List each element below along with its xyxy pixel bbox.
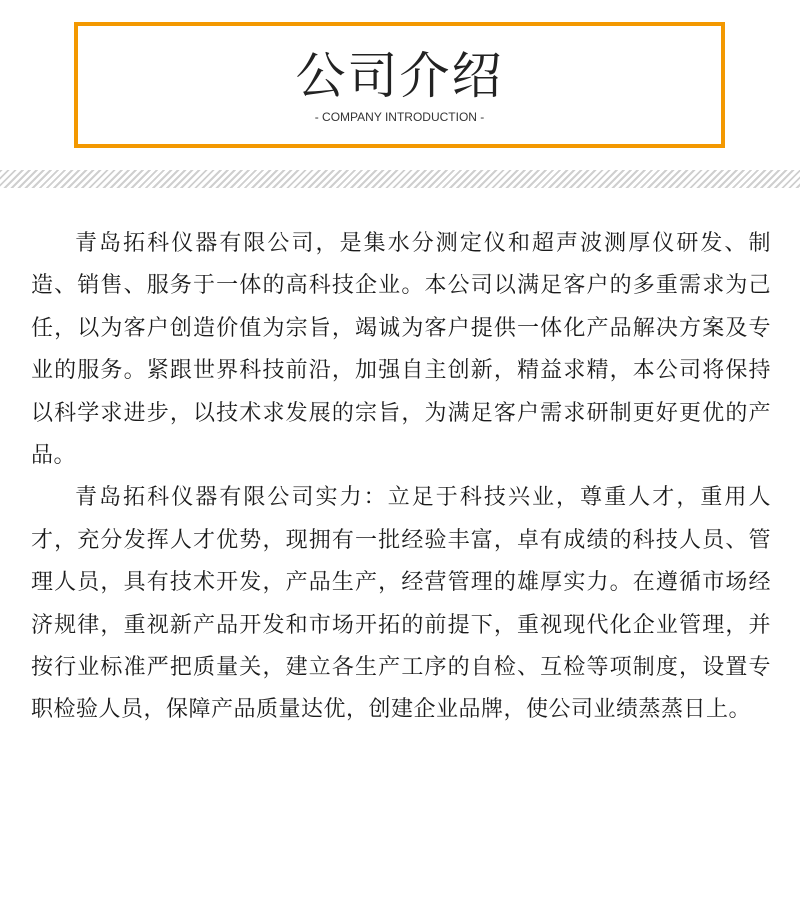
hatched-divider [0,170,800,188]
intro-paragraph-1: 青岛拓科仪器有限公司，是集水分测定仪和超声波测厚仪研发、制造、销售、服务于一体的高科技企业。本公司以满足客户的多重需求为己任，以为客户创造价值为宗旨，竭诚为客户提供一体化产品解决方案及专业的服务。紧跟世界科技前沿，加强自主创新，精益求精，本公司将保持以科学求进步，以技术求发展的宗旨，为满足客户需求研制更好更优的产品。 [31,231,771,469]
intro-paragraph-2: 青岛拓科仪器有限公司实力：立足于科技兴业，尊重人才，重用人才，充分发挥人才优势，现拥有一批经验丰富，卓有成绩的科技人员、管理人员，具有技术开发，产品生产，经营管理的雄厚实力。在遵循市场经济规律，重视新产品开发和市场开拓的前提下，重视现代化企业管理，并按行业标准严把质量关，建立各生产工序的自检、互检等项制度，设置专职检验人员，保障产品质量达优，创建企业品牌，使公司业绩蒸蒸日上。 [31,485,771,723]
introduction-body [31,223,771,732]
section-title: 公司介绍 [295,47,504,105]
section-header-box [74,22,725,148]
section-subtitle: - COMPANY INTRODUCTION - [314,110,485,124]
